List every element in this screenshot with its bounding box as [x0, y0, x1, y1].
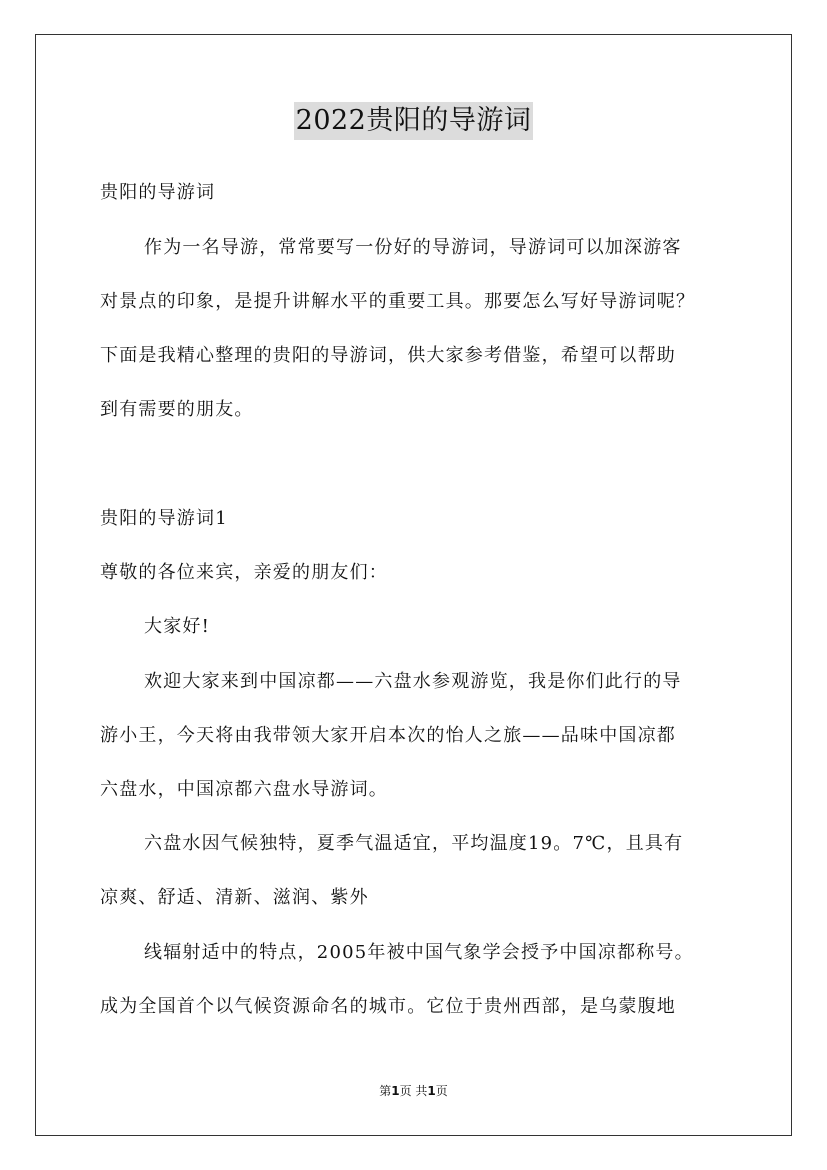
paragraph-line: 对景点的印象，是提升讲解水平的重要工具。那要怎么写好导游词呢？ — [100, 291, 696, 312]
paragraph-line: 凉爽、舒适、清新、滋润、紫外 — [100, 887, 369, 908]
document-title: 2022贵阳的导游词 — [294, 102, 534, 140]
paragraph-line: 下面是我精心整理的贵阳的导游词，供大家参考借鉴，希望可以帮助 — [100, 345, 676, 366]
paragraph-line: 欢迎大家来到中国凉都——六盘水参观游览，我是你们此行的导 — [144, 671, 682, 692]
footer-mid: 页 共 — [399, 1084, 428, 1098]
section-heading: 贵阳的导游词1 — [100, 508, 228, 529]
footer-page-current: 1 — [391, 1084, 400, 1098]
section-heading: 贵阳的导游词 — [100, 182, 216, 203]
paragraph-line: 成为全国首个以气候资源命名的城市。它位于贵州西部，是乌蒙腹地 — [100, 996, 676, 1017]
footer-suffix: 页 — [435, 1084, 448, 1098]
greeting-line: 大家好! — [144, 616, 211, 637]
footer-prefix: 第 — [379, 1084, 392, 1098]
paragraph-line: 游小王，今天将由我带领大家开启本次的怡人之旅——品味中国凉都 — [100, 725, 676, 746]
title-container — [0, 102, 827, 140]
salutation-line: 尊敬的各位来宾，亲爱的朋友们： — [100, 562, 388, 583]
paragraph-line: 作为一名导游，常常要写一份好的导游词，导游词可以加深游客 — [144, 237, 682, 258]
paragraph-line: 六盘水因气候独特，夏季气温适宜，平均温度19。7℃，且具有 — [144, 833, 684, 854]
paragraph-line: 到有需要的朋友。 — [100, 399, 254, 420]
paragraph-line: 线辐射适中的特点，2005年被中国气象学会授予中国凉都称号。 — [144, 942, 694, 963]
page-footer — [0, 1083, 827, 1099]
footer-page-total: 1 — [427, 1084, 436, 1098]
paragraph-line: 六盘水，中国凉都六盘水导游词。 — [100, 779, 388, 800]
